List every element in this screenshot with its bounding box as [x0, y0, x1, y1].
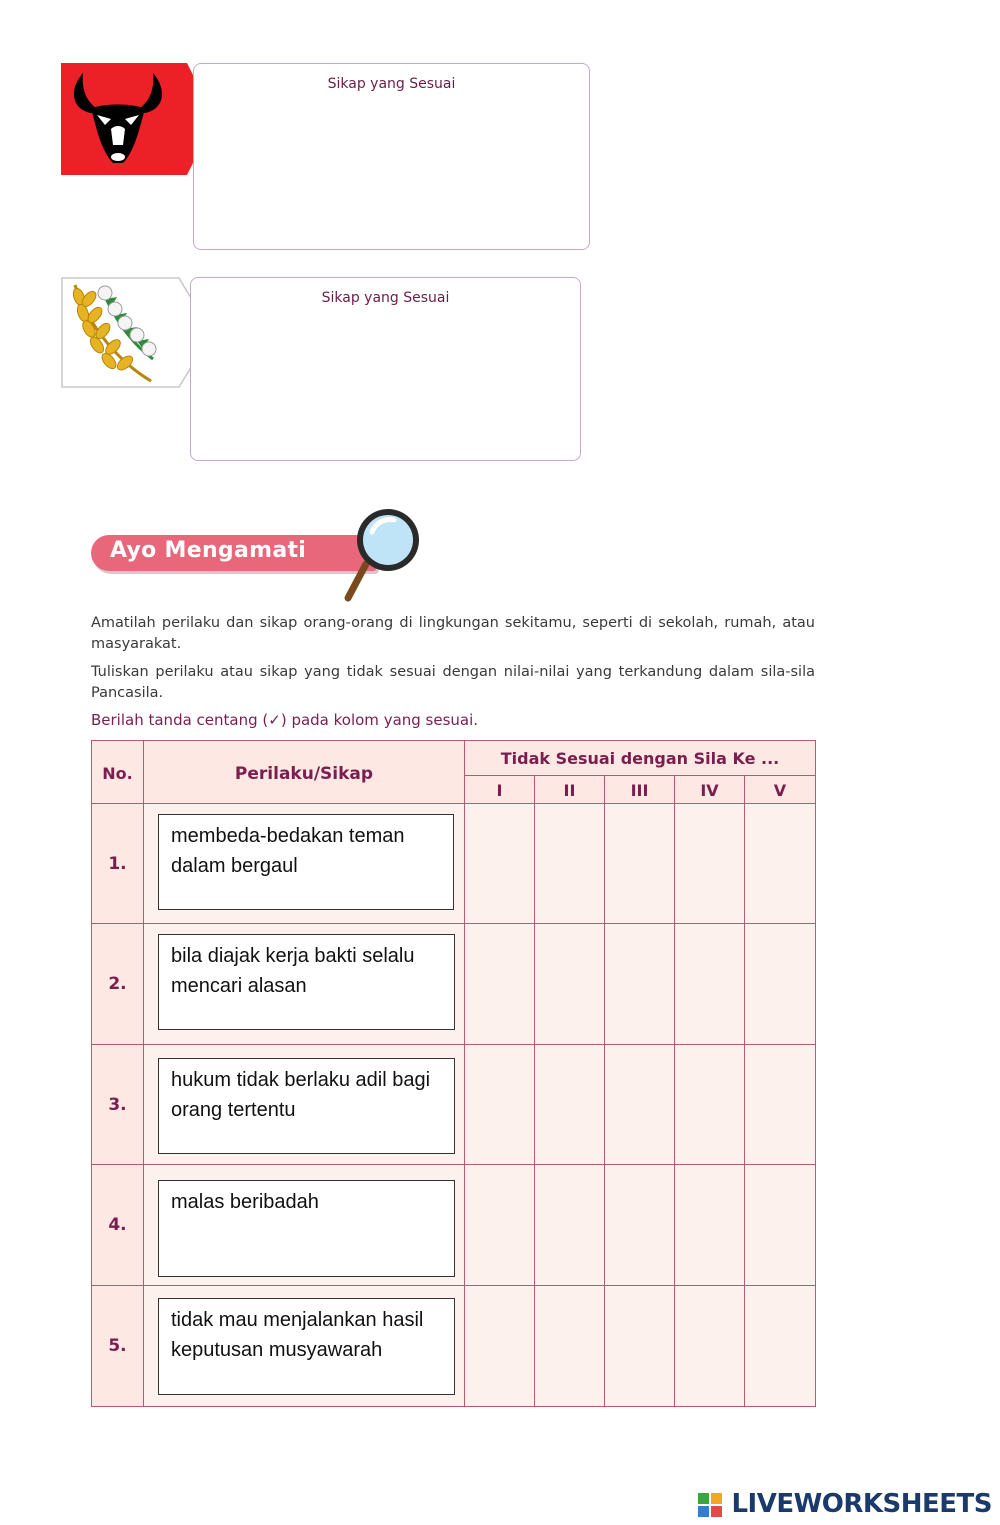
row-4-sila-2-checkbox[interactable]: [534, 1164, 605, 1286]
sila-card-2-box[interactable]: [190, 277, 581, 461]
paragraph-observe: Amatilah perilaku dan sikap orang-orang di lingkungan sekitamu, seperti di sekolah, rumah, atau masyarakat.: [91, 615, 815, 652]
row-2-behavior-box[interactable]: bila diajak kerja bakti selalu mencari alasan: [158, 934, 455, 1030]
row-2-sila-2-checkbox[interactable]: [534, 923, 605, 1045]
row-1-behavior-box[interactable]: membeda-bedakan teman dalam bergaul: [158, 814, 454, 910]
row-5-number: 5.: [91, 1285, 144, 1407]
liveworksheets-brand: LIVEWORKSHEETS: [731, 1489, 992, 1519]
row-5-sila-4-checkbox[interactable]: [674, 1285, 745, 1407]
instruction-text: Berilah tanda centang (✓) pada kolom yang sesuai.: [91, 711, 479, 729]
header-behavior: Perilaku/Sikap: [143, 740, 465, 804]
row-4-sila-1-checkbox[interactable]: [464, 1164, 535, 1286]
header-sila-2: II: [534, 775, 605, 804]
header-sila-5: V: [744, 775, 816, 804]
row-4-sila-4-checkbox[interactable]: [674, 1164, 745, 1286]
header-sila-1: I: [464, 775, 535, 804]
header-no: No.: [91, 740, 144, 804]
row-1-sila-5-checkbox[interactable]: [744, 803, 816, 924]
row-3-behavior-box[interactable]: hukum tidak berlaku adil bagi orang tertentu: [158, 1058, 455, 1154]
row-5-sila-1-checkbox[interactable]: [464, 1285, 535, 1407]
row-2-sila-5-checkbox[interactable]: [744, 923, 816, 1045]
row-2-sila-1-checkbox[interactable]: [464, 923, 535, 1045]
row-1-sila-4-checkbox[interactable]: [674, 803, 745, 924]
row-2-sila-3-checkbox[interactable]: [604, 923, 675, 1045]
row-3-sila-1-checkbox[interactable]: [464, 1044, 535, 1165]
row-5-behavior-box[interactable]: tidak mau menjalankan hasil keputusan musyawarah: [158, 1298, 455, 1395]
row-3-sila-3-checkbox[interactable]: [604, 1044, 675, 1165]
row-1-number: 1.: [91, 803, 144, 924]
row-3-sila-2-checkbox[interactable]: [534, 1044, 605, 1165]
row-1-sila-3-checkbox[interactable]: [604, 803, 675, 924]
magnifier-icon: [340, 504, 430, 604]
row-4-behavior-box[interactable]: malas beribadah: [158, 1180, 455, 1277]
header-sila-3: III: [604, 775, 675, 804]
sila-card-1-box[interactable]: [193, 63, 590, 250]
header-sila-group: Tidak Sesuai dengan Sila Ke ...: [464, 740, 816, 776]
row-2-sila-4-checkbox[interactable]: [674, 923, 745, 1045]
row-4-sila-5-checkbox[interactable]: [744, 1164, 816, 1286]
row-3-sila-4-checkbox[interactable]: [674, 1044, 745, 1165]
row-2-number: 2.: [91, 923, 144, 1045]
row-4-number: 4.: [91, 1164, 144, 1286]
sila-card-1-title: Sikap yang Sesuai: [327, 76, 456, 92]
sila-card-2-title: Sikap yang Sesuai: [321, 290, 450, 306]
liveworksheets-logo-icon: [698, 1493, 722, 1517]
row-3-number: 3.: [91, 1044, 144, 1165]
section-header-title: Ayo Mengamati: [110, 538, 307, 563]
row-5-sila-2-checkbox[interactable]: [534, 1285, 605, 1407]
row-3-sila-5-checkbox[interactable]: [744, 1044, 816, 1165]
header-sila-4: IV: [674, 775, 745, 804]
paragraph-write: Tuliskan perilaku atau sikap yang tidak sesuai dengan nilai-nilai yang terkandung dalam sila-sila Pancasila.: [91, 664, 815, 701]
row-1-sila-1-checkbox[interactable]: [464, 803, 535, 924]
row-5-sila-3-checkbox[interactable]: [604, 1285, 675, 1407]
row-4-sila-3-checkbox[interactable]: [604, 1164, 675, 1286]
row-5-sila-5-checkbox[interactable]: [744, 1285, 816, 1407]
row-1-sila-2-checkbox[interactable]: [534, 803, 605, 924]
